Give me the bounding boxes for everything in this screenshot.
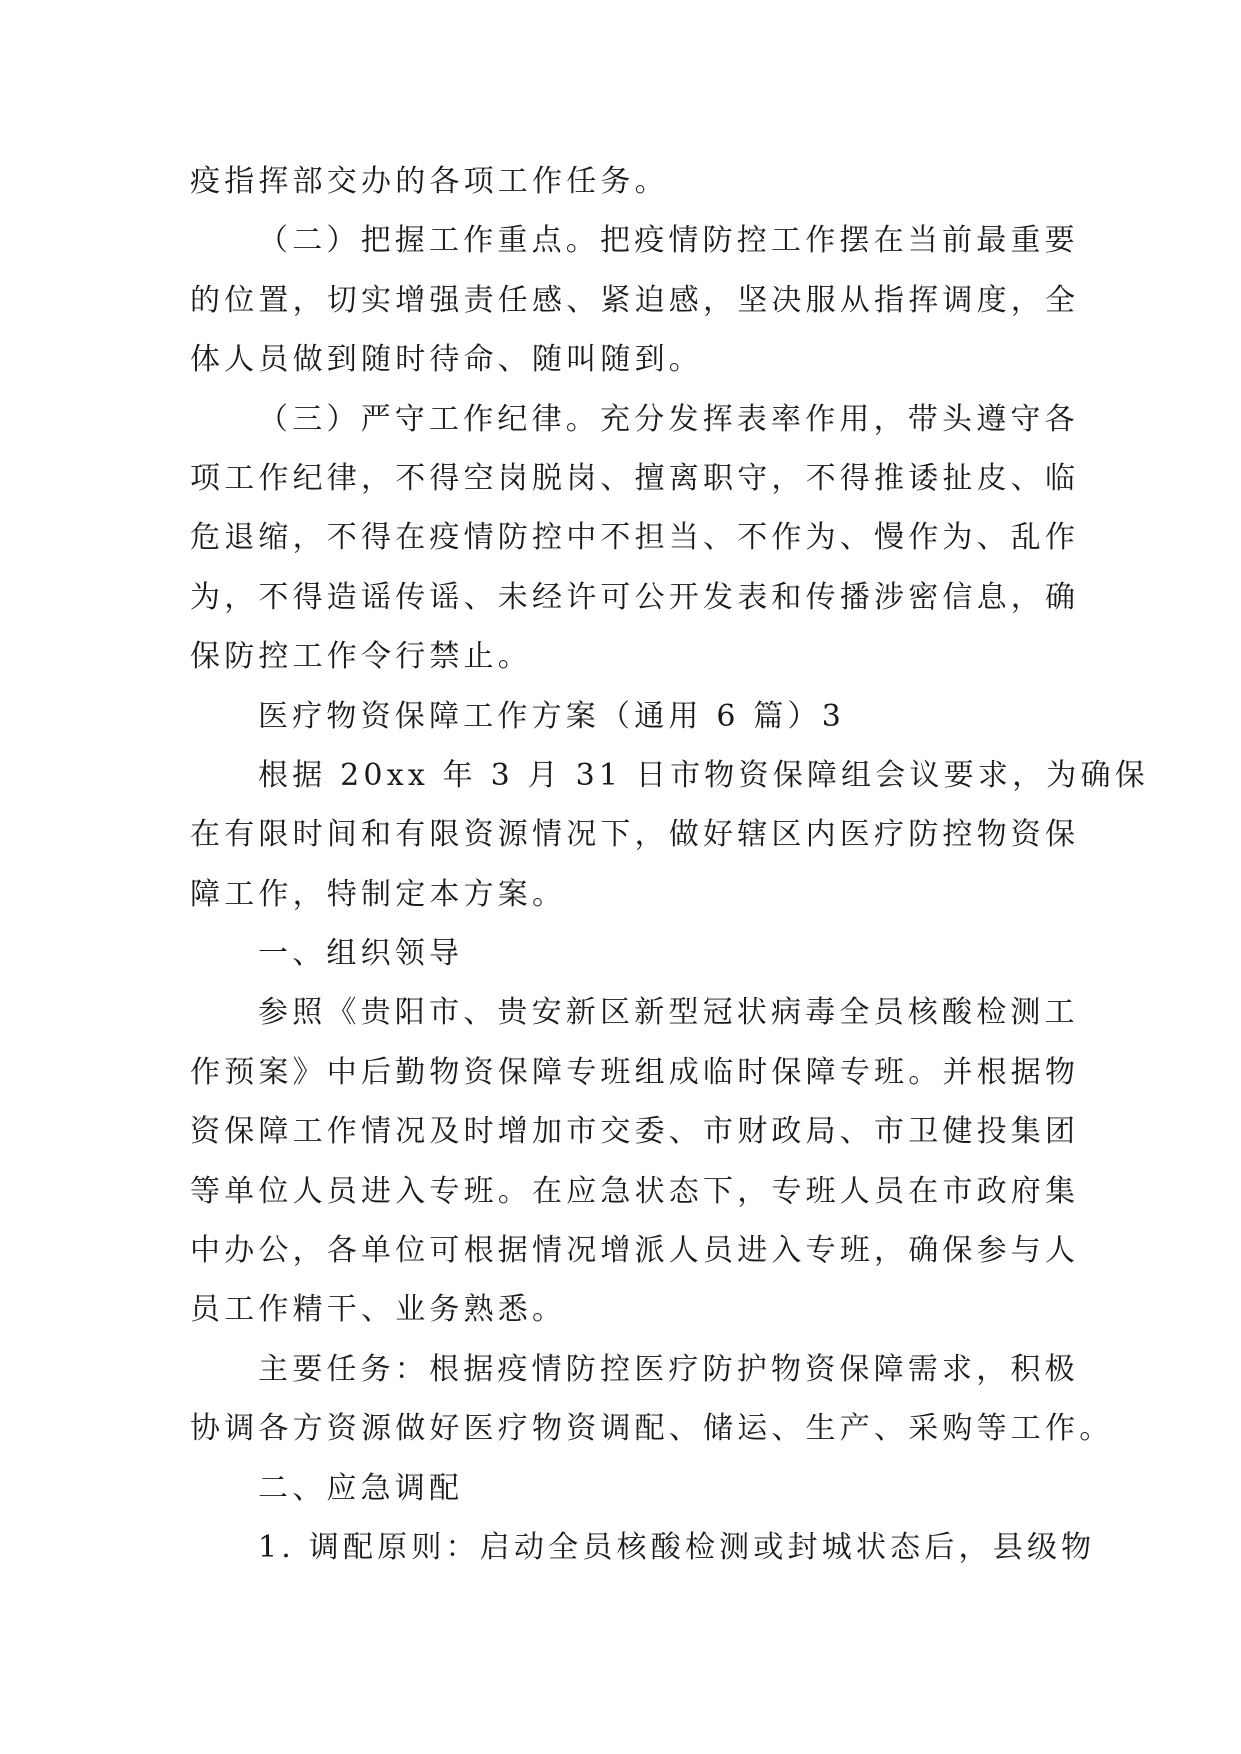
text-line: 疫指挥部交办的各项工作任务。 — [190, 164, 669, 199]
text-line: 根据 20xx 年 3 月 31 日市物资保障组会议要求，为确保 — [258, 757, 1149, 793]
text-line: 1. 调配原则：启动全员核酸检测或封城状态后，县级物 — [258, 1529, 1096, 1565]
text-line: 作预案》中后勤物资保障专班组成临时保障专班。并根据物 — [190, 1054, 1080, 1090]
text-line: 员工作精干、业务熟悉。 — [190, 1292, 567, 1328]
text-line: 项工作纪律，不得空岗脱岗、擅离职守，不得推诿扯皮、临 — [190, 460, 1080, 496]
text-line: 在有限时间和有限资源情况下，做好辖区内医疗防控物资保 — [190, 817, 1080, 853]
text-line: 体人员做到随时待命、随叫随到。 — [190, 342, 703, 378]
text-line: 的位置，切实增强责任感、紧迫感，坚决服从指挥调度，全 — [190, 282, 1080, 318]
text-line: 中办公，各单位可根据情况增派人员进入专班，确保参与人 — [190, 1233, 1080, 1269]
text-line: 主要任务：根据疫情防控医疗防护物资保障需求，积极 — [258, 1351, 1079, 1387]
document-body — [190, 152, 1149, 1577]
section-heading: 一、组织领导 — [258, 936, 464, 972]
text-line: 协调各方资源做好医疗物资调配、储运、生产、采购等工作。 — [190, 1411, 1114, 1447]
text-line: 为，不得造谣传谣、未经许可公开发表和传播涉密信息，确 — [190, 579, 1080, 615]
text-line: 资保障工作情况及时增加市交委、市财政局、市卫健投集团 — [190, 1114, 1080, 1150]
section-title: 医疗物资保障工作方案（通用 6 篇）3 — [258, 698, 846, 734]
text-line: （二）把握工作重点。把疫情防控工作摆在当前最重要 — [258, 223, 1079, 259]
text-line: 参照《贵阳市、贵安新区新型冠状病毒全员核酸检测工 — [258, 995, 1079, 1031]
section-heading: 二、应急调配 — [258, 1470, 464, 1506]
text-line: 保防控工作令行禁止。 — [190, 639, 532, 675]
text-line: （三）严守工作纪律。充分发挥表率作用，带头遵守各 — [258, 401, 1079, 437]
text-line: 等单位人员进入专班。在应急状态下，专班人员在市政府集 — [190, 1173, 1080, 1209]
text-line: 障工作，特制定本方案。 — [190, 876, 567, 912]
text-line: 危退缩，不得在疫情防控中不担当、不作为、慢作为、乱作 — [190, 520, 1080, 556]
